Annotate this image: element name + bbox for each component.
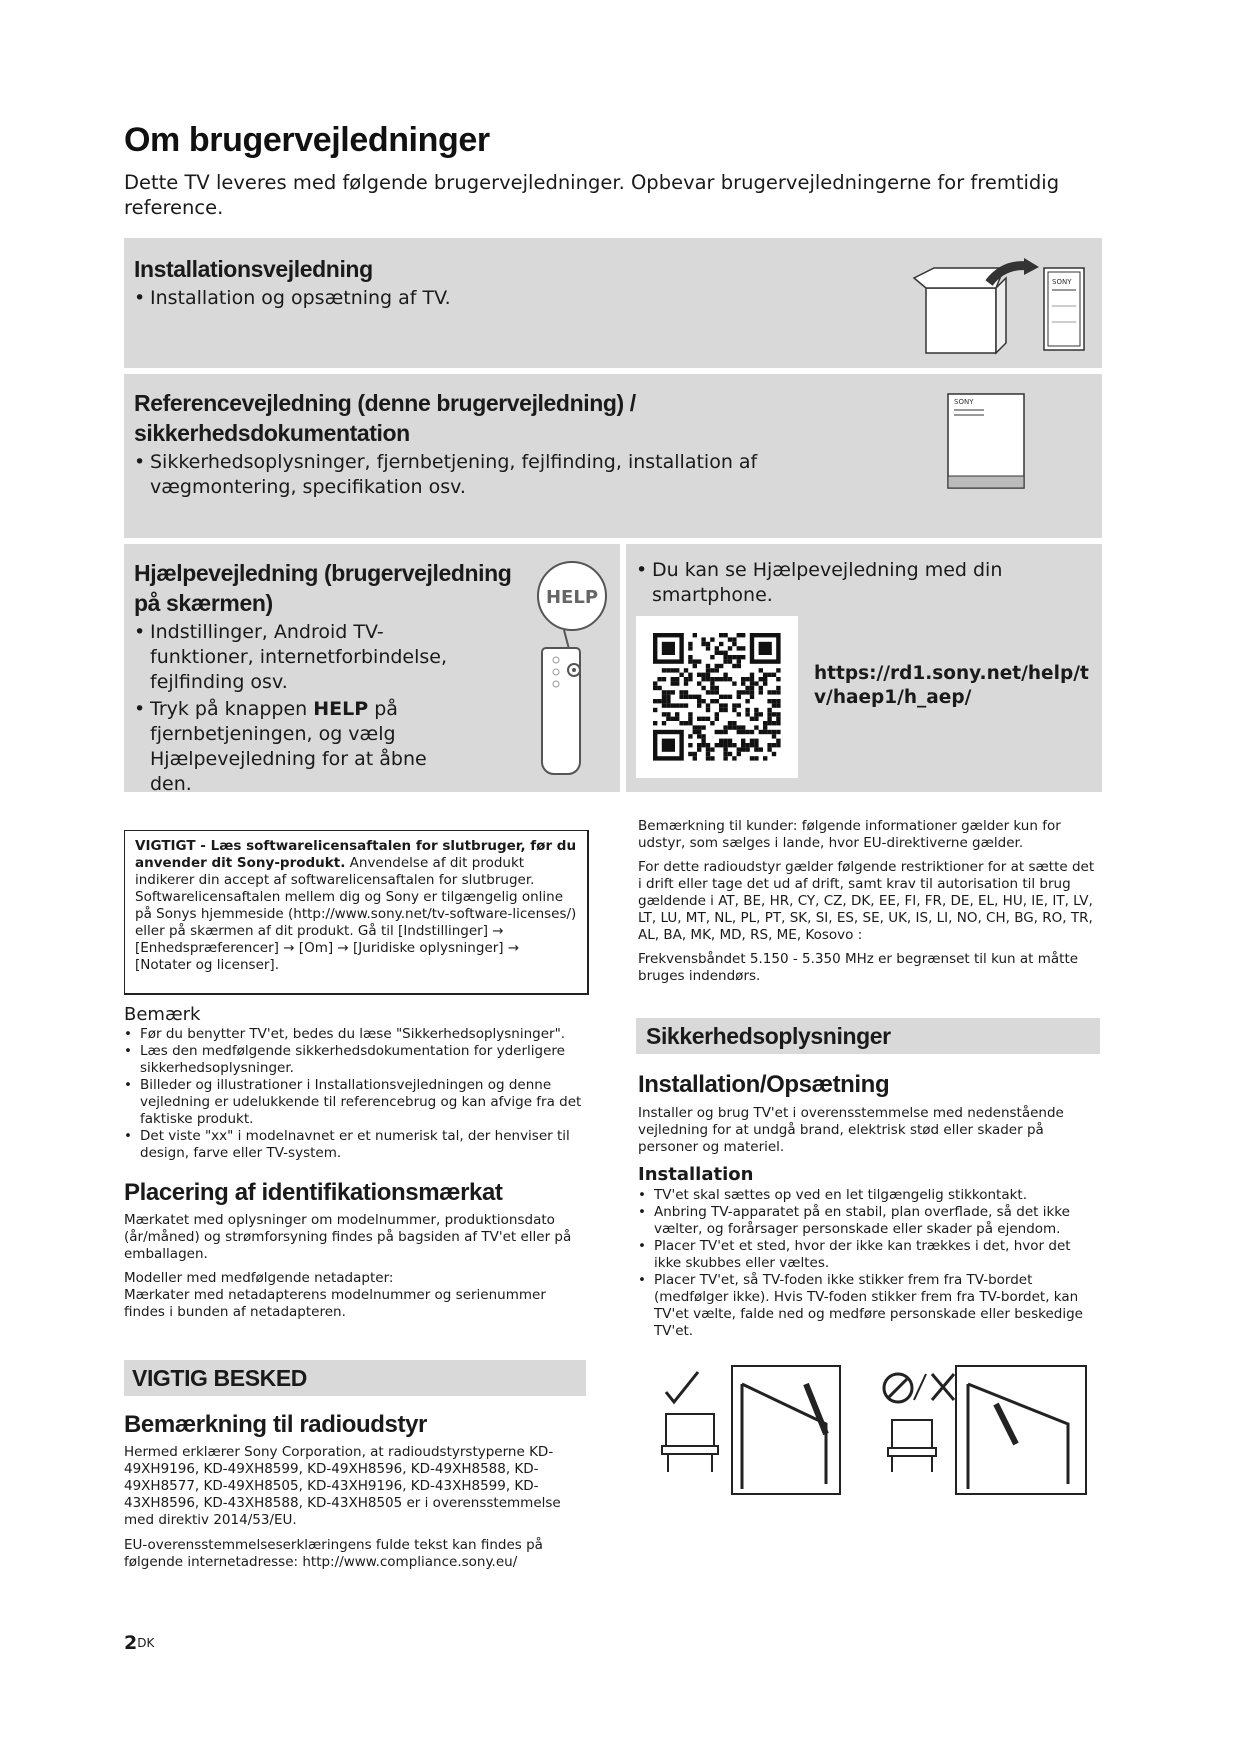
list-item: • Placer TV'et, så TV-foden ikke stikker frem fra TV-bordet (medfølger ikke). Hvis TV-foden stikker frem fra TV-bordet, kan TV'et vælte, falde ned og medføre personskade eller beskedige TV'et.: [638, 1272, 1100, 1340]
customer-note-text-1: Bemærkning til kunder: følgende informationer gælder kun for udstyr, som sælges i lande, hvor EU-direktiverne gælder.: [638, 818, 1061, 851]
help-guide-heading-2: på skærmen): [134, 590, 273, 616]
list-item: • Indstillinger, Android TV-funktioner, internetforbindelse, fejlfinding osv.: [134, 620, 464, 695]
safety-intro-text: Installer og brug TV'et i overensstemmelse med nedenstående vejledning for at undgå brand, elektrisk stød eller skader på personer og materiel.: [638, 1105, 1064, 1155]
installation-guide-heading: Installationsvejledning: [134, 256, 373, 282]
tv-box-icon: [894, 258, 1094, 358]
help-step-text-pre: Tryk på knappen: [150, 698, 314, 720]
cross-icon: [932, 1374, 954, 1400]
list-item: • Før du benytter TV'et, bedes du læse "Sikkerhedsoplysninger".: [124, 1026, 589, 1043]
placement-text-2b: Mærkater med netadapterens modelnummer og serienummer findes i bunden af netadapteren.: [124, 1287, 546, 1320]
customer-note-text-3: Frekvensbåndet 5.150 - 5.350 MHz er begrænset til kun at måtte bruges indendørs.: [638, 951, 1079, 984]
tv-stand-illustration: [656, 1364, 1096, 1504]
manual-booklet-icon: [946, 392, 1026, 492]
list-item: [134, 697, 464, 797]
page-title: Om brugervejledninger: [124, 121, 490, 159]
list-item: • Billeder og illustrationer i Installationsvejledningen og denne vejledning er udelukkende til referencebrug og kan afvige fra det faktiske produkt.: [124, 1077, 589, 1128]
safety-heading: Sikkerhedsoplysninger: [646, 1023, 891, 1049]
help-url-link[interactable]: https://rd1.sony.net/help/tv/haep1/h_aep/: [814, 663, 1089, 708]
installation-subheading: Installation: [638, 1164, 754, 1185]
list-item: • Sikkerhedsoplysninger, fjernbetjening, fejlfinding, installation af vægmontering, specifikation osv.: [134, 450, 774, 500]
page-intro: Dette TV leveres med følgende brugervejledninger. Opbevar brugervejledningerne for fremtidig reference.: [124, 171, 1060, 219]
correct-placement-panel: [662, 1366, 840, 1494]
help-guide-bullets: [134, 620, 464, 797]
help-guide-heading-1: Hjælpevejledning (brugervejledning: [134, 560, 512, 586]
radio-text-1: Hermed erklærer Sony Corporation, at radioudstyrstyperne KD-49XH9196, KD-49XH8599, KD-49XH8596, KD-49XH8588, KD-49XH8577, KD-49XH8505, KD-43XH9196, KD-43XH8599, KD-43XH8596, KD-43XH8588, KD-43XH8505 er i overensstemmelse med direktiv 2014/53/EU.: [124, 1444, 561, 1528]
radio-text-2: EU-overensstemmelseserklæringens fulde tekst kan findes på følgende internetadresse: http://www.compliance.sony.eu/: [124, 1537, 543, 1570]
important-body-text: Anvendelse af dit produkt indikerer din accept af softwarelicensaftalen for slutbruger. Softwarelicensaftalen mellem dig og Sony er tilgængelig online på Sonys hjemmeside (http://www.sony.net/tv-software-licenses/) eller på skærmen af dit produkt. Gå til [Indstillinger] → [Enhedspræferencer] → [Om] → [Juridiske oplysninger] → [Notater og licenser].: [135, 855, 577, 973]
help-guide-box: [124, 544, 620, 795]
list-item: • Du kan se Hjælpevejledning med din smartphone.: [636, 558, 1036, 608]
important-bold-text: VIGTIGT - Læs softwarelicensaftalen for slutbruger, før du anvender dit Sony-produkt.: [135, 838, 577, 871]
reference-brand-label: SONY: [954, 398, 974, 406]
page-number: [124, 1632, 154, 1654]
list-item: • TV'et skal sættes op ved en let tilgængelig stikkontakt.: [638, 1187, 1100, 1204]
radio-heading: Bemærkning til radioudstyr: [124, 1411, 427, 1438]
incorrect-placement-panel: [884, 1366, 1086, 1494]
help-key-label: HELP: [313, 698, 369, 720]
help-button-label: HELP: [545, 587, 599, 608]
placement-text-1: Mærkatet med oplysninger om modelnummer, produktionsdato (år/måned) og strømforsyning findes på bagsiden af TV'et eller på emballagen.: [124, 1212, 572, 1262]
install-brand-label: SONY: [1052, 278, 1072, 286]
qr-code-graphic: [636, 616, 798, 778]
safety-bar: [636, 1018, 1100, 1054]
installation-setup-heading: Installation/Opsætning: [638, 1071, 890, 1098]
page-number-value: 2: [124, 1632, 138, 1654]
checkmark-icon: [666, 1372, 698, 1402]
note-bullets: [124, 1026, 589, 1162]
installation-bullets: [638, 1187, 1100, 1340]
reference-guide-box: [124, 374, 1102, 538]
note-heading: Bemærk: [124, 1004, 201, 1025]
vigtig-besked-heading: VIGTIG BESKED: [132, 1365, 307, 1391]
list-item: • Installation og opsætning af TV.: [134, 286, 834, 311]
help-smartphone-bullets: [636, 558, 1036, 608]
placement-heading: Placering af identifikationsmærkat: [124, 1179, 503, 1206]
vigtig-besked-bar: [124, 1360, 586, 1396]
reference-guide-bullets: [134, 450, 774, 500]
placement-text-2a: Modeller med medfølgende netadapter:: [124, 1270, 394, 1286]
help-step-text-post: på fjernbetjeningen, og vælg Hjælpevejledning for at åbne den.: [150, 698, 427, 795]
help-smartphone-box: [626, 544, 1102, 792]
reference-guide-heading-1: Referencevejledning (denne brugervejledning) /: [134, 390, 636, 416]
remote-help-icon: [534, 558, 614, 778]
qr-code[interactable]: [636, 616, 798, 778]
list-item: • Det viste "xx" i modelnavnet er et numerisk tal, der henviser til design, farve eller TV-system.: [124, 1128, 589, 1162]
list-item: • Placer TV'et et sted, hvor der ikke kan trækkes i det, hvor det ikke skubbes eller væltes.: [638, 1238, 1100, 1272]
installation-guide-bullets: [134, 286, 834, 311]
list-item: • Anbring TV-apparatet på en stabil, plan overflade, så det ikke vælter, og forårsager personskade eller skader på ejendom.: [638, 1204, 1100, 1238]
installation-guide-box: [124, 238, 1102, 368]
important-license-text: [125, 831, 587, 974]
list-item: • Læs den medfølgende sikkerhedsdokumentation for yderligere sikkerhedsoplysninger.: [124, 1043, 589, 1077]
reference-guide-heading-2: sikkerhedsdokumentation: [134, 420, 410, 446]
customer-note-text-2: For dette radioudstyr gælder følgende restriktioner for at sætte det i drift eller tage det ud af drift, samt krav til autorisation til brug gældende i AT, BE, HR, CY, CZ, DK, EE, FI, FR, DE, EL, HU, IE, IT, LV, LT, LU, MT, NL, PL, PT, SK, SI, ES, SE, UK, IS, LI, NO, CH, BG, RO, TR, AL, BA, MK, MD, RS, ME, Kosovo :: [638, 859, 1095, 943]
important-license-box: [124, 830, 589, 995]
page-lang-code: DK: [137, 1636, 155, 1650]
